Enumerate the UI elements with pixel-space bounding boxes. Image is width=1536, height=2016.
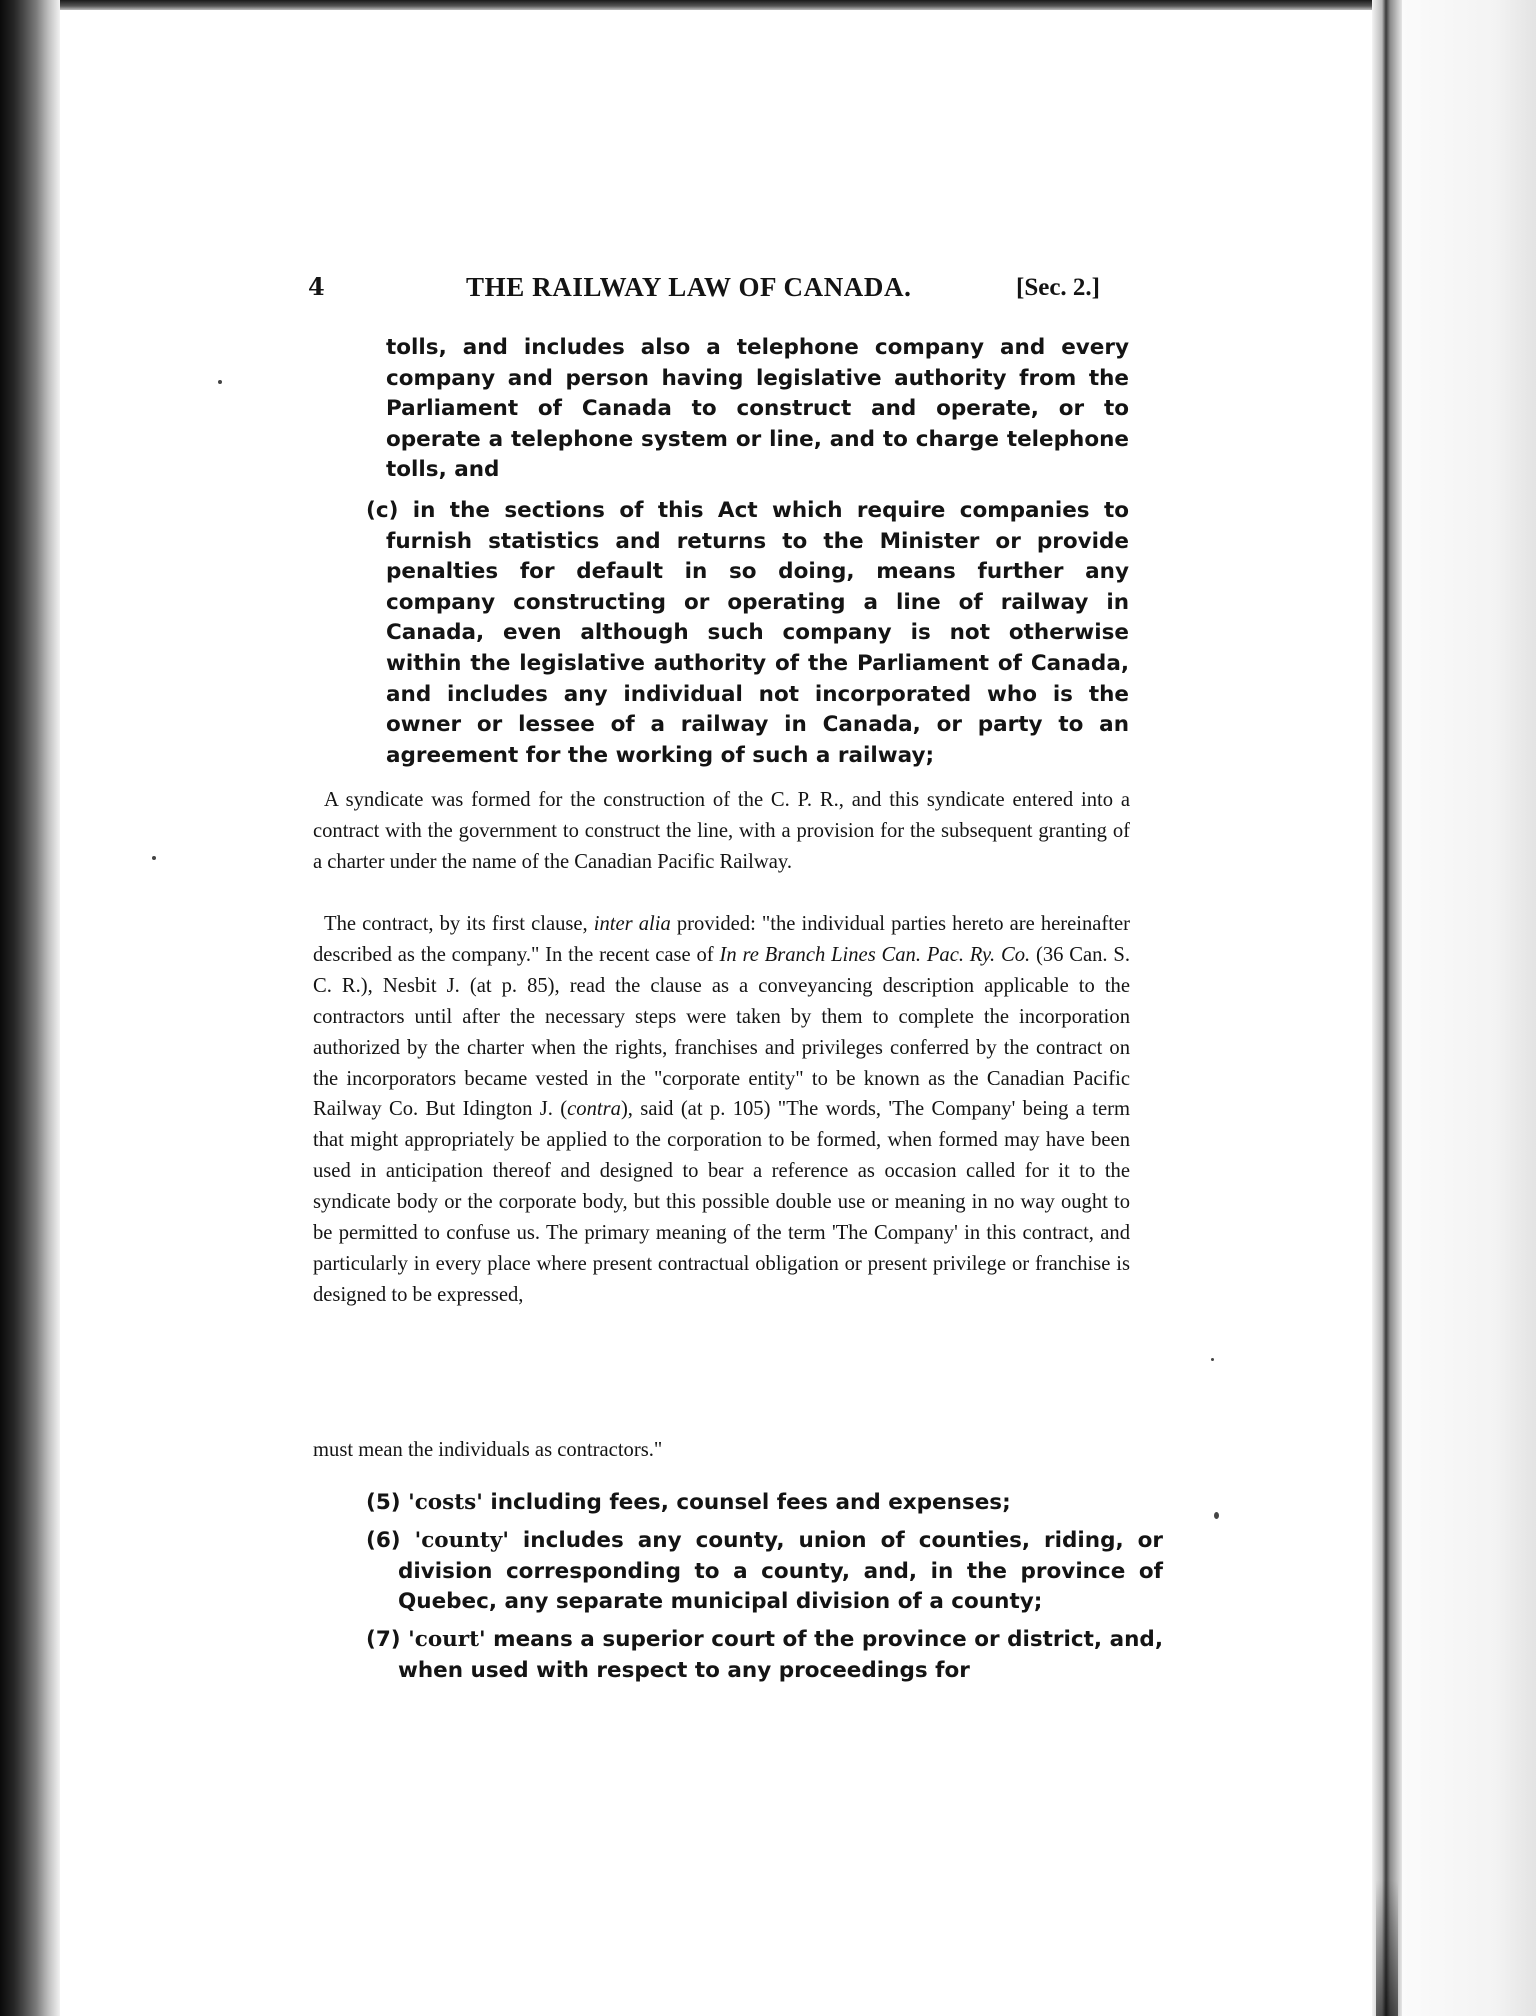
commentary-closing-line: must mean the individuals as contractors." bbox=[313, 1439, 663, 1461]
definition-number: (7) bbox=[366, 1627, 409, 1652]
book-spine-shadow bbox=[0, 0, 60, 2016]
page-number: 4 bbox=[308, 272, 325, 301]
italic-case-citation: In re Branch Lines Can. Pac. Ry. Co. bbox=[719, 943, 1031, 966]
commentary-text: ), said (at p. 105) "The words, 'The Company' being a term that might appropriately be applied to the corporation to be formed, when formed may have been used in anticipation thereof and designed to bear a reference as occasion called for it to the syndicate body or the corporate body, but this possible double use or meaning in no way ought to be permitted to confuse us. The primary meaning of the term 'The Company' in this contract, and particularly in every place where present contractual obligation or present privilege or franchise is designed to be expressed, bbox=[313, 1098, 1130, 1306]
facing-page-edge bbox=[1402, 0, 1536, 2016]
definition-costs bbox=[366, 1488, 1163, 1519]
defined-term: 'court' bbox=[408, 1627, 486, 1652]
commentary-paragraph-1: A syndicate was formed for the construction of the C. P. R., and this syndicate entered into a contract with the government to construct the line, with a provision for the subsequent granting of a charter under the name of the Canadian Pacific Railway. bbox=[313, 789, 1130, 873]
italic-latin-phrase: inter alia bbox=[593, 913, 671, 935]
definition-text: means a superior court of the province or district, and, when used with respect to any proceedings for bbox=[398, 1627, 1163, 1683]
scan-top-edge bbox=[0, 0, 1536, 10]
definition-number: (6) bbox=[366, 1528, 415, 1553]
scan-speck bbox=[1211, 1358, 1214, 1361]
scan-speck bbox=[1214, 1512, 1219, 1519]
statute-tolls-paragraph: tolls, and includes also a telephone company and every company and person having legislative authority from the Parliament of Canada to construct and operate, or to operate a telephone system or line, and to charge telephone tolls, and bbox=[386, 335, 1129, 483]
defined-term: 'costs' bbox=[408, 1490, 483, 1515]
commentary-text: (36 Can. S. C. R.), Nesbit J. (at p. 85), read the clause as a conveyancing description applicable to the contractors until after the necessary steps were taken by them to complete the incorporation authorized by the charter when the rights, franchises and privileges conferred by the contract on the incorporators became vested in the "corporate entity" to be known as the Canadian Pacific Railway Co. But Idington J. ( bbox=[313, 943, 1130, 1121]
scan-speck bbox=[152, 856, 156, 860]
defined-term: 'county' bbox=[414, 1528, 509, 1553]
definition-text: includes any county, union of counties, riding, or division corresponding to a county, and, in the province of Quebec, any separate municipal division of a county; bbox=[398, 1528, 1164, 1615]
running-title: THE RAILWAY LAW OF CANADA. bbox=[466, 272, 912, 302]
scan-speck bbox=[218, 380, 222, 384]
italic-latin-word: contra bbox=[567, 1098, 621, 1121]
commentary-text: The contract, by its first clause, bbox=[324, 913, 594, 935]
page-fold-shadow bbox=[1372, 0, 1402, 2016]
statute-clause-c: (c) in the sections of this Act which require companies to furnish statistics and returns to the Minister or provide penalties for default in so doing, means further any company constructing or operating a line of railway in Canada, even although such company is not otherwise within the legislative authority of the Parliament of Canada, and includes any individual not incorporated who is the owner or lessee of a railway in Canada, or party to an agreement for the working of such a railway; bbox=[366, 498, 1129, 768]
definition-county bbox=[366, 1526, 1163, 1618]
commentary-paragraph-2 bbox=[313, 909, 1130, 1311]
commentary-text: provided: "the individual parties hereto are hereinafter described as the company." In the recent case of bbox=[313, 913, 1130, 966]
section-reference: [Sec. 2.] bbox=[1016, 274, 1100, 301]
definition-number: (5) bbox=[366, 1490, 409, 1515]
facing-page-bottom-shadow bbox=[1376, 1880, 1398, 2016]
definition-court bbox=[366, 1625, 1163, 1686]
definition-text: including fees, counsel fees and expenses; bbox=[482, 1490, 1011, 1515]
